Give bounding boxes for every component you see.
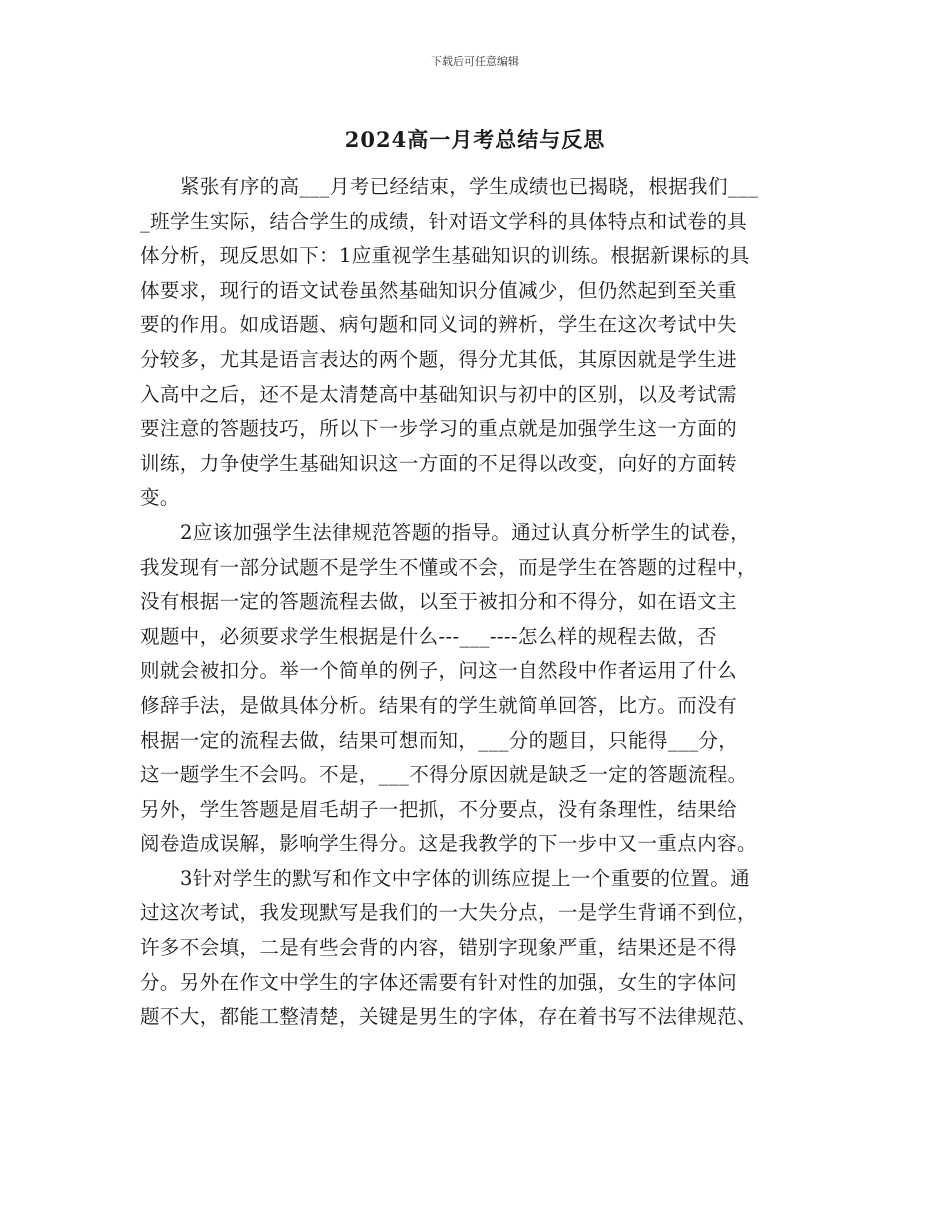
text-line: 2应该加强学生法律规范答题的指导。通过认真分析学生的试卷， [180,520,751,544]
text-line: 我发现有一部分试题不是学生不懂或不会，而是学生在答题的过程中， [140,555,757,579]
text-line: 入高中之后，还不是太清楚高中基础知识与初中的区别，以及考试需 [140,382,738,406]
text-line: 修辞手法，是做具体分析。结果有的学生就简单回答，比方。而没有 [140,693,738,717]
text-line: 另外，学生答题是眉毛胡子一把抓，不分要点，没有条理性，结果给 [140,797,738,821]
paragraph-3 [140,862,820,1035]
text-line: 阅卷造成误解，影响学生得分。这是我教学的下一步中又一重点内容。 [140,832,757,856]
text-line: 过这次考试，我发现默写是我们的一大失分点，一是学生背诵不到位， [140,901,757,925]
text-line: 要注意的答题技巧，所以下一步学习的重点就是加强学生这一方面的 [140,417,738,441]
paragraph-2 [140,516,820,862]
text-line: 分较多，尤其是语言表达的两个题，得分尤其低，其原因就是学生进 [140,347,738,371]
text-line: 则就会被扣分。举一个简单的例子，问这一自然段中作者运用了什么 [140,659,738,683]
text-line: 许多不会填，二是有些会背的内容，错别字现象严重，结果还是不得 [140,936,738,960]
paragraph-1 [140,170,820,516]
text-line: 紧张有序的高___月考已经结束，学生成绩也已揭晓，根据我们___ [180,175,759,198]
text-line: 题不大，都能工整清楚，关键是男生的字体，存在着书写不法律规范、 [140,1005,757,1029]
document-title: 2024高一月考总结与反思 [344,127,606,152]
text-line: 观题中，必须要求学生根据是什么---___----怎么样的规程去做，否 [140,624,717,648]
text-line: 体要求，现行的语文试卷虽然基础知识分值减少，但仍然起到至关重 [140,278,738,302]
document-body [140,170,820,1035]
text-line: 要的作用。如成语题、病句题和同义词的辨析，学生在这次考试中失 [140,313,738,337]
text-line: 根据一定的流程去做，结果可想而知，___分的题目，只能得___分， [140,728,739,752]
text-line: 没有根据一定的答题流程去做，以至于被扣分和不得分，如在语文主 [140,590,738,614]
header-note: 下载后可任意编辑 [431,55,519,68]
text-line: _班学生实际，结合学生的成绩，针对语文学科的具体特点和试卷的具 [140,209,748,233]
text-line: 分。另外在作文中学生的字体还需要有针对性的加强，女生的字体问 [140,970,738,994]
text-line: 训练，力争使学生基础知识这一方面的不足得以改变，向好的方面转 [140,451,738,475]
text-line: 体分析，现反思如下：1应重视学生基础知识的训练。根据新课标的具 [140,244,750,268]
text-line: 这一题学生不会吗。不是，___不得分原因就是缺乏一定的答题流程。 [140,763,748,787]
text-line: 3针对学生的默写和作文中字体的训练应提上一个重要的位置。通 [180,866,751,890]
text-line: 变。 [140,486,180,510]
